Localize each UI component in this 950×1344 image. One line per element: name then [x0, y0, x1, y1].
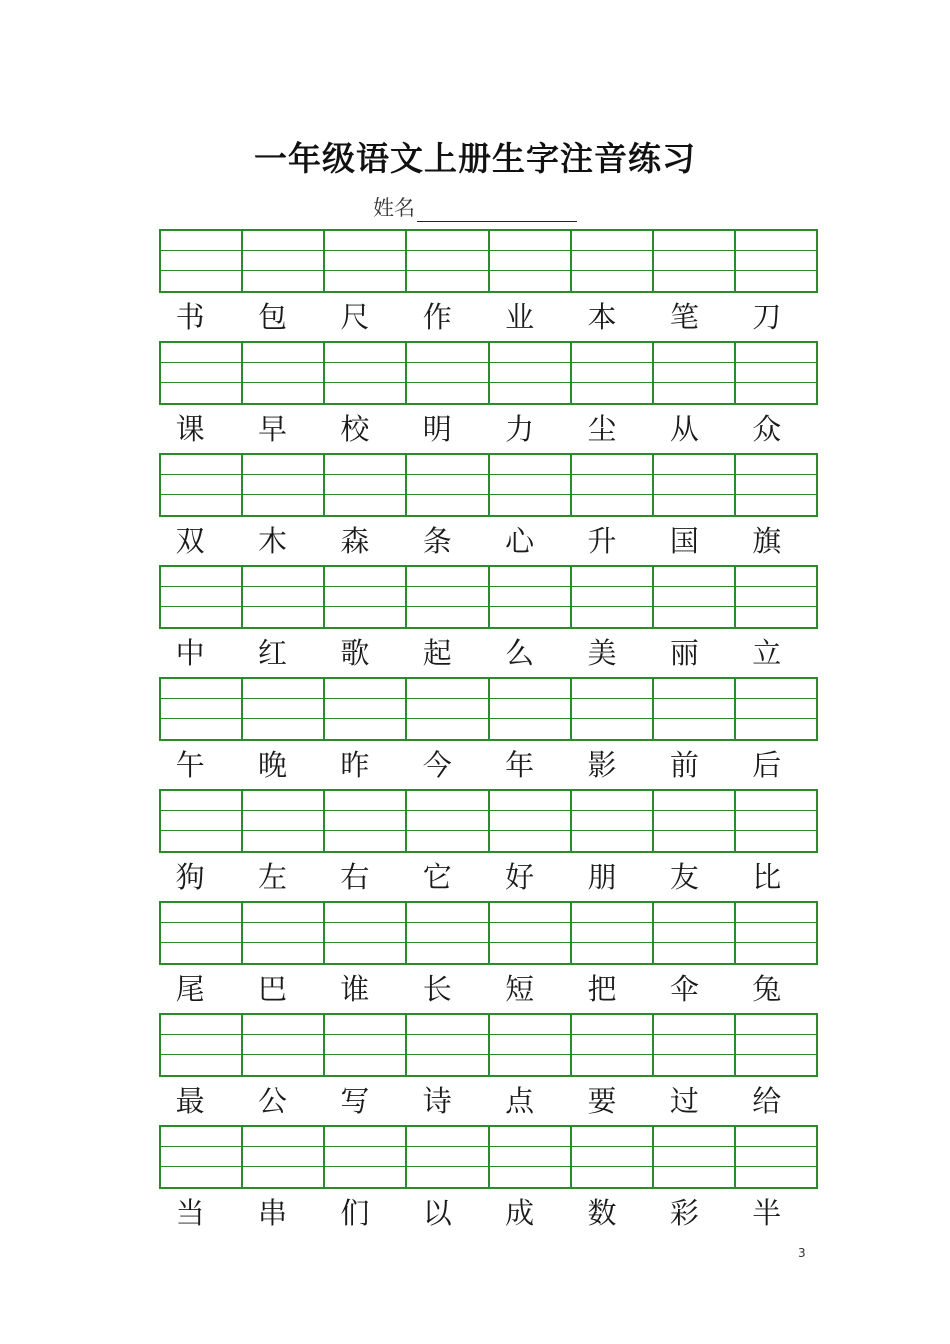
pinyin-cell[interactable]	[488, 677, 570, 741]
character-row	[159, 295, 818, 339]
hanzi-character: 本	[587, 300, 617, 334]
pinyin-cell[interactable]	[570, 1125, 652, 1189]
hanzi-character: 前	[669, 748, 699, 782]
hanzi-character: 包	[258, 300, 288, 334]
pinyin-cell[interactable]	[405, 1013, 487, 1077]
hanzi-character: 升	[587, 524, 617, 558]
pinyin-grid	[159, 677, 818, 741]
pinyin-cell[interactable]	[241, 453, 323, 517]
character-row	[159, 743, 818, 787]
name-label: 姓名	[373, 196, 415, 220]
hanzi-character: 起	[422, 636, 452, 670]
hanzi-character: 尘	[587, 412, 617, 446]
hanzi-character: 谁	[340, 972, 370, 1006]
hanzi-character: 作	[422, 300, 452, 334]
hanzi-character: 好	[505, 860, 535, 894]
name-field	[0, 192, 950, 222]
pinyin-cell[interactable]	[159, 1125, 241, 1189]
pinyin-cell[interactable]	[323, 677, 405, 741]
practice-row	[159, 1013, 818, 1125]
hanzi-character: 长	[422, 972, 452, 1006]
hanzi-character: 朋	[587, 860, 617, 894]
pinyin-cell[interactable]	[488, 565, 570, 629]
hanzi-character: 红	[258, 636, 288, 670]
hanzi-character: 当	[175, 1196, 205, 1230]
pinyin-cell[interactable]	[570, 341, 652, 405]
pinyin-cell[interactable]	[241, 1013, 323, 1077]
hanzi-character: 课	[175, 412, 205, 446]
pinyin-cell[interactable]	[241, 1125, 323, 1189]
pinyin-cell[interactable]	[323, 1125, 405, 1189]
hanzi-character: 友	[669, 860, 699, 894]
hanzi-character: 午	[175, 748, 205, 782]
hanzi-character: 串	[258, 1196, 288, 1230]
hanzi-character: 书	[175, 300, 205, 334]
pinyin-cell[interactable]	[159, 453, 241, 517]
pinyin-cell[interactable]	[323, 341, 405, 405]
pinyin-cell[interactable]	[652, 1125, 734, 1189]
hanzi-character: 业	[505, 300, 535, 334]
hanzi-character: 它	[422, 860, 452, 894]
hanzi-character: 诗	[422, 1084, 452, 1118]
hanzi-character: 成	[505, 1196, 535, 1230]
hanzi-character: 年	[505, 748, 535, 782]
practice-row	[159, 453, 818, 565]
practice-row	[159, 677, 818, 789]
pinyin-cell[interactable]	[323, 565, 405, 629]
hanzi-character: 国	[669, 524, 699, 558]
pinyin-grid	[159, 1013, 818, 1077]
pinyin-cell[interactable]	[241, 789, 323, 853]
pinyin-grid	[159, 565, 818, 629]
hanzi-character: 巴	[258, 972, 288, 1006]
pinyin-grid	[159, 341, 818, 405]
pinyin-cell[interactable]	[405, 341, 487, 405]
pinyin-grid	[159, 789, 818, 853]
pinyin-cell[interactable]	[734, 677, 818, 741]
pinyin-cell[interactable]	[652, 341, 734, 405]
pinyin-cell[interactable]	[734, 453, 818, 517]
hanzi-character: 双	[175, 524, 205, 558]
hanzi-character: 尾	[175, 972, 205, 1006]
pinyin-cell[interactable]	[652, 229, 734, 293]
hanzi-character: 歌	[340, 636, 370, 670]
pinyin-cell[interactable]	[488, 789, 570, 853]
character-row	[159, 1079, 818, 1123]
hanzi-character: 伞	[669, 972, 699, 1006]
practice-row	[159, 789, 818, 901]
pinyin-cell[interactable]	[323, 901, 405, 965]
hanzi-character: 笔	[669, 300, 699, 334]
pinyin-cell[interactable]	[159, 341, 241, 405]
hanzi-character: 中	[175, 636, 205, 670]
practice-row	[159, 901, 818, 1013]
pinyin-cell[interactable]	[241, 677, 323, 741]
hanzi-character: 旗	[752, 524, 782, 558]
hanzi-character: 半	[752, 1196, 782, 1230]
character-row	[159, 519, 818, 563]
pinyin-cell[interactable]	[570, 229, 652, 293]
pinyin-cell[interactable]	[241, 229, 323, 293]
page-number: 3	[798, 1246, 806, 1260]
hanzi-character: 今	[422, 748, 452, 782]
character-row	[159, 407, 818, 451]
hanzi-character: 最	[175, 1084, 205, 1118]
hanzi-character: 数	[587, 1196, 617, 1230]
hanzi-character: 要	[587, 1084, 617, 1118]
pinyin-cell[interactable]	[405, 229, 487, 293]
hanzi-character: 晚	[258, 748, 288, 782]
hanzi-character: 校	[340, 412, 370, 446]
page-title: 一年级语文上册生字注音练习	[254, 139, 696, 178]
practice-sheet	[159, 229, 818, 1237]
hanzi-character: 丽	[669, 636, 699, 670]
hanzi-character: 过	[669, 1084, 699, 1118]
hanzi-character: 们	[340, 1196, 370, 1230]
pinyin-cell[interactable]	[159, 901, 241, 965]
hanzi-character: 昨	[340, 748, 370, 782]
practice-row	[159, 229, 818, 341]
pinyin-cell[interactable]	[159, 789, 241, 853]
pinyin-grid	[159, 901, 818, 965]
hanzi-character: 给	[752, 1084, 782, 1118]
hanzi-character: 力	[505, 412, 535, 446]
pinyin-cell[interactable]	[405, 1125, 487, 1189]
pinyin-cell[interactable]	[652, 901, 734, 965]
pinyin-cell[interactable]	[570, 565, 652, 629]
hanzi-character: 从	[669, 412, 699, 446]
practice-row	[159, 341, 818, 453]
pinyin-grid	[159, 229, 818, 293]
pinyin-cell[interactable]	[570, 1013, 652, 1077]
character-row	[159, 967, 818, 1011]
hanzi-character: 早	[258, 412, 288, 446]
pinyin-cell[interactable]	[323, 453, 405, 517]
character-row	[159, 631, 818, 675]
pinyin-cell[interactable]	[241, 901, 323, 965]
pinyin-cell[interactable]	[652, 789, 734, 853]
character-row	[159, 855, 818, 899]
pinyin-cell[interactable]	[652, 677, 734, 741]
hanzi-character: 影	[587, 748, 617, 782]
pinyin-cell[interactable]	[570, 453, 652, 517]
pinyin-cell[interactable]	[405, 453, 487, 517]
pinyin-cell[interactable]	[241, 565, 323, 629]
hanzi-character: 比	[752, 860, 782, 894]
hanzi-character: 刀	[752, 300, 782, 334]
pinyin-cell[interactable]	[241, 341, 323, 405]
pinyin-cell[interactable]	[488, 453, 570, 517]
pinyin-cell[interactable]	[323, 1013, 405, 1077]
hanzi-character: 左	[258, 860, 288, 894]
practice-row	[159, 565, 818, 677]
pinyin-cell[interactable]	[159, 229, 241, 293]
pinyin-cell[interactable]	[159, 677, 241, 741]
name-input-line[interactable]	[417, 199, 577, 222]
pinyin-cell[interactable]	[323, 789, 405, 853]
pinyin-cell[interactable]	[734, 341, 818, 405]
hanzi-character: 以	[422, 1196, 452, 1230]
pinyin-cell[interactable]	[159, 565, 241, 629]
hanzi-character: 明	[422, 412, 452, 446]
hanzi-character: 心	[505, 524, 535, 558]
pinyin-cell[interactable]	[405, 789, 487, 853]
pinyin-cell[interactable]	[323, 229, 405, 293]
pinyin-cell[interactable]	[734, 1125, 818, 1189]
hanzi-character: 立	[752, 636, 782, 670]
hanzi-character: 公	[258, 1084, 288, 1118]
pinyin-cell[interactable]	[652, 565, 734, 629]
pinyin-cell[interactable]	[405, 901, 487, 965]
hanzi-character: 狗	[175, 860, 205, 894]
hanzi-character: 众	[752, 412, 782, 446]
pinyin-cell[interactable]	[488, 229, 570, 293]
practice-row	[159, 1125, 818, 1237]
hanzi-character: 木	[258, 524, 288, 558]
pinyin-cell[interactable]	[405, 565, 487, 629]
pinyin-cell[interactable]	[488, 341, 570, 405]
pinyin-cell[interactable]	[159, 1013, 241, 1077]
character-row	[159, 1191, 818, 1235]
pinyin-cell[interactable]	[734, 565, 818, 629]
hanzi-character: 点	[505, 1084, 535, 1118]
hanzi-character: 森	[340, 524, 370, 558]
hanzi-character: 后	[752, 748, 782, 782]
pinyin-cell[interactable]	[734, 229, 818, 293]
hanzi-character: 条	[422, 524, 452, 558]
pinyin-cell[interactable]	[570, 677, 652, 741]
pinyin-cell[interactable]	[652, 453, 734, 517]
hanzi-character: 么	[505, 636, 535, 670]
pinyin-cell[interactable]	[488, 1013, 570, 1077]
pinyin-cell[interactable]	[734, 901, 818, 965]
hanzi-character: 右	[340, 860, 370, 894]
pinyin-cell[interactable]	[488, 1125, 570, 1189]
hanzi-character: 把	[587, 972, 617, 1006]
pinyin-cell[interactable]	[734, 1013, 818, 1077]
pinyin-grid	[159, 453, 818, 517]
pinyin-cell[interactable]	[570, 789, 652, 853]
pinyin-grid	[159, 1125, 818, 1189]
hanzi-character: 彩	[669, 1196, 699, 1230]
pinyin-cell[interactable]	[652, 1013, 734, 1077]
pinyin-cell[interactable]	[405, 677, 487, 741]
hanzi-character: 尺	[340, 300, 370, 334]
hanzi-character: 写	[340, 1084, 370, 1118]
hanzi-character: 短	[505, 972, 535, 1006]
hanzi-character: 兔	[752, 972, 782, 1006]
hanzi-character: 美	[587, 636, 617, 670]
pinyin-cell[interactable]	[488, 901, 570, 965]
pinyin-cell[interactable]	[570, 901, 652, 965]
pinyin-cell[interactable]	[734, 789, 818, 853]
